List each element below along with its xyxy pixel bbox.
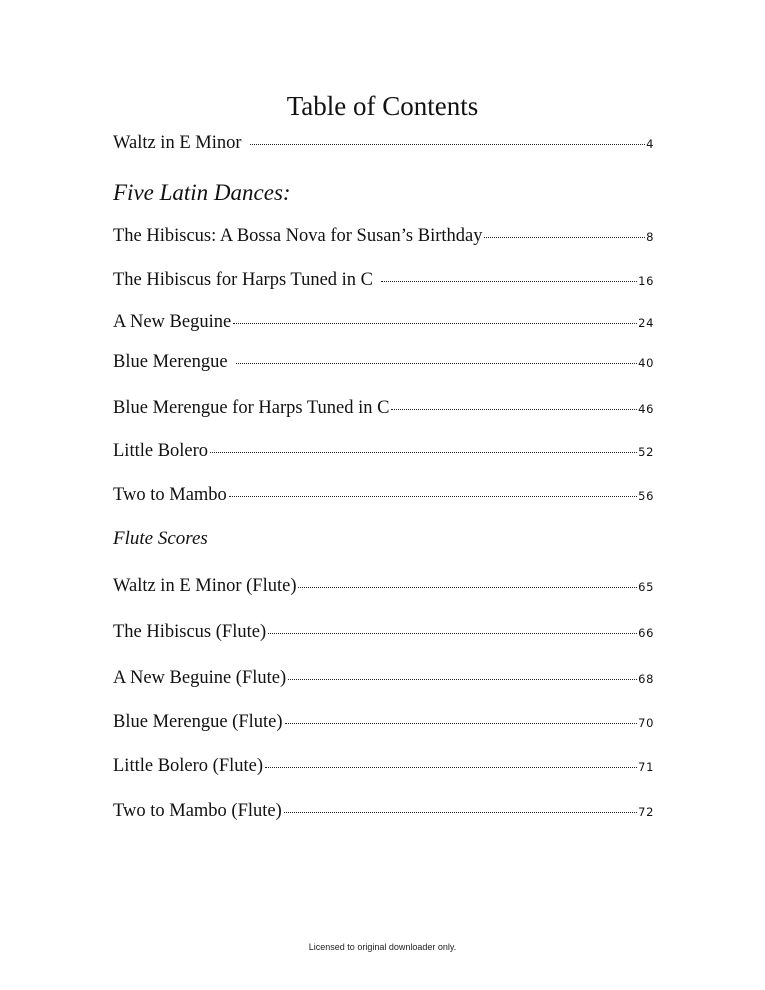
dot-leader <box>210 451 637 453</box>
toc-entry-waltz-flute[interactable] <box>113 574 654 598</box>
toc-entry-page: 71 <box>638 760 654 774</box>
toc-entry-a-new-beguine[interactable] <box>113 310 654 334</box>
toc-entry-hibiscus-bossa-nova[interactable] <box>113 224 654 248</box>
toc-entry-little-bolero-flute[interactable] <box>113 754 654 778</box>
toc-entry-page: 4 <box>646 137 654 151</box>
toc-entry-page: 56 <box>638 489 654 503</box>
toc-entry-title: Two to Mambo <box>113 485 227 505</box>
toc-entry-page: 24 <box>638 316 654 330</box>
toc-entry-title: The Hibiscus (Flute) <box>113 622 267 642</box>
dot-leader <box>268 632 637 634</box>
toc-entry-title: Blue Merengue <box>113 352 228 372</box>
toc-entry-page: 16 <box>638 274 654 288</box>
dot-leader <box>391 408 637 410</box>
toc-entry-page: 70 <box>638 716 654 730</box>
toc-entry-a-new-beguine-flute[interactable] <box>113 666 654 690</box>
toc-entry-title: A New Beguine <box>113 312 232 332</box>
dot-leader <box>229 495 637 497</box>
dot-leader <box>250 143 646 145</box>
toc-entry-page: 68 <box>638 672 654 686</box>
toc-entry-blue-merengue-harps-in-c[interactable] <box>113 396 654 420</box>
license-footer: Licensed to original downloader only. <box>308 942 457 952</box>
toc-entry-title: Two to Mambo (Flute) <box>113 801 282 821</box>
toc-entry-title: Little Bolero (Flute) <box>113 756 264 776</box>
toc-entry-page: 65 <box>638 580 654 594</box>
toc-entry-title: A New Beguine (Flute) <box>113 668 287 688</box>
dot-leader <box>284 811 637 813</box>
dot-leader <box>484 236 645 238</box>
toc-entry-title: Blue Merengue for Harps Tuned in C <box>113 398 390 418</box>
dot-leader <box>233 322 637 324</box>
toc-entry-title: Little Bolero <box>113 441 209 461</box>
toc-entry-title: The Hibiscus for Harps Tuned in C <box>113 270 374 290</box>
toc-entry-page: 52 <box>638 445 654 459</box>
toc-entry-waltz-in-e-minor[interactable] <box>113 131 654 155</box>
toc-entry-title: The Hibiscus: A Bossa Nova for Susan’s Birthday <box>113 226 483 246</box>
toc-entry-page: 72 <box>638 805 654 819</box>
toc-entry-page: 8 <box>646 230 654 244</box>
dot-leader <box>298 586 637 588</box>
toc-entry-hibiscus-flute[interactable] <box>113 620 654 644</box>
toc-entry-title: Waltz in E Minor <box>113 133 242 153</box>
section-heading-flute-scores: Flute Scores <box>113 528 208 549</box>
toc-entry-blue-merengue[interactable] <box>113 350 654 374</box>
dot-leader <box>288 678 637 680</box>
toc-entry-hibiscus-harps-in-c[interactable] <box>113 268 654 292</box>
toc-entry-two-to-mambo[interactable] <box>113 483 654 507</box>
toc-entry-title: Blue Merengue (Flute) <box>113 712 283 732</box>
dot-leader <box>236 362 638 364</box>
dot-leader <box>285 722 638 724</box>
toc-entry-page: 40 <box>638 356 654 370</box>
section-heading-five-latin-dances: Five Latin Dances: <box>113 180 291 205</box>
toc-entry-title: Waltz in E Minor (Flute) <box>113 576 297 596</box>
toc-entry-page: 46 <box>638 402 654 416</box>
toc-entry-little-bolero[interactable] <box>113 439 654 463</box>
toc-entry-two-to-mambo-flute[interactable] <box>113 799 654 823</box>
page-title: Table of Contents <box>286 91 479 121</box>
dot-leader <box>381 280 637 282</box>
dot-leader <box>265 766 637 768</box>
toc-entry-page: 66 <box>638 626 654 640</box>
toc-entry-blue-merengue-flute[interactable] <box>113 710 654 734</box>
